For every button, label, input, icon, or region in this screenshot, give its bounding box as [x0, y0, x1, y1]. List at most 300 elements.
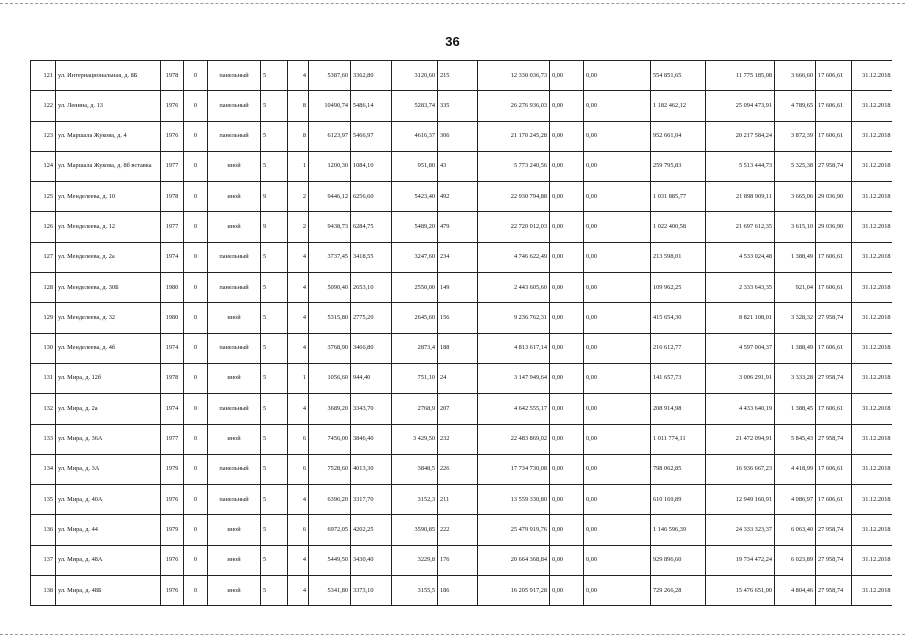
scan-edge-top — [0, 3, 905, 4]
table-row — [31, 454, 893, 484]
cell-row-number: 123 — [31, 121, 56, 151]
cell-cost-budget: 0,00 — [584, 61, 651, 91]
cell-residential-area: 2768,9 — [392, 394, 438, 424]
cell-max-unit-cost: 29 036,90 — [816, 212, 852, 242]
cell-unit-cost: 6 023,89 — [775, 545, 816, 575]
cell-residents: 306 — [438, 121, 478, 151]
cell-address: ул. Менделеева, д. 12 — [56, 212, 161, 242]
cell-cost-owners-share: 1 146 596,39 — [651, 515, 706, 545]
cell-total-area: 5449,50 — [309, 545, 351, 575]
cell-entrances: 6 — [288, 515, 309, 545]
cell-deadline: 31.12.2018 — [852, 91, 893, 121]
cell-residential-area: 5489,20 — [392, 212, 438, 242]
cell-unit-cost: 4 789,65 — [775, 91, 816, 121]
cell-cost-owners-share: 952 661,04 — [651, 121, 706, 151]
cell-floors: 5 — [261, 424, 288, 454]
cell-cost-fund: 0,00 — [550, 273, 584, 303]
cell-wall-material: панельный — [208, 242, 261, 272]
cell-wall-material: иной — [208, 151, 261, 181]
table-row — [31, 151, 893, 181]
cell-total-area: 5341,80 — [309, 576, 351, 606]
cell-entrances: 4 — [288, 485, 309, 515]
cell-cost-other: 8 821 108,01 — [706, 303, 775, 333]
cell-address: ул. Мира, д. 48А — [56, 545, 161, 575]
cell-cost-owners-share: 1 011 774,11 — [651, 424, 706, 454]
cell-cost-fund: 0,00 — [550, 242, 584, 272]
cell-deadline: 31.12.2018 — [852, 576, 893, 606]
cell-max-unit-cost: 17 606,61 — [816, 454, 852, 484]
cell-unit-cost: 3 872,39 — [775, 121, 816, 151]
cell-cost-other: 24 333 323,37 — [706, 515, 775, 545]
cell-address: ул. Маршала Жукова, д. 4 — [56, 121, 161, 151]
cell-cost-budget: 0,00 — [584, 121, 651, 151]
cell-unit-cost: 4 804,46 — [775, 576, 816, 606]
cell-floors: 5 — [261, 485, 288, 515]
table-row — [31, 576, 893, 606]
cell-residents: 156 — [438, 303, 478, 333]
cell-total-area: 3737,45 — [309, 242, 351, 272]
cell-total-area: 10490,74 — [309, 91, 351, 121]
cell-cost-fund: 0,00 — [550, 485, 584, 515]
cell-wall-material: иной — [208, 212, 261, 242]
table-row — [31, 182, 893, 212]
cell-floors: 5 — [261, 454, 288, 484]
cell-total-area: 5315,80 — [309, 303, 351, 333]
cell-residential-area: 5423,40 — [392, 182, 438, 212]
cell-entrances: 4 — [288, 303, 309, 333]
cell-max-unit-cost: 27 958,74 — [816, 515, 852, 545]
cell-cost-budget: 0,00 — [584, 182, 651, 212]
cell-floors: 5 — [261, 242, 288, 272]
cell-cost-fund: 0,00 — [550, 333, 584, 363]
table-row — [31, 61, 893, 91]
cell-max-unit-cost: 27 958,74 — [816, 151, 852, 181]
cell-deadline: 31.12.2018 — [852, 454, 893, 484]
cell-floors: 5 — [261, 91, 288, 121]
cell-living-area: 3418,55 — [351, 242, 392, 272]
cell-deadline: 31.12.2018 — [852, 273, 893, 303]
cell-total-area: 6123,97 — [309, 121, 351, 151]
cell-cost-owners-share: 1 022 400,58 — [651, 212, 706, 242]
cell-floors: 5 — [261, 515, 288, 545]
table-container — [30, 60, 892, 606]
cell-cost-budget: 0,00 — [584, 273, 651, 303]
cell-max-unit-cost: 17 606,61 — [816, 273, 852, 303]
cell-year-built: 1979 — [161, 454, 184, 484]
cell-residential-area: 2550,00 — [392, 273, 438, 303]
cell-residents: 186 — [438, 576, 478, 606]
cell-max-unit-cost: 29 036,90 — [816, 182, 852, 212]
cell-cost-other: 3 006 291,91 — [706, 363, 775, 393]
cell-max-unit-cost: 27 958,74 — [816, 576, 852, 606]
cell-row-number: 127 — [31, 242, 56, 272]
cell-year-built: 1976 — [161, 545, 184, 575]
cell-total-cost: 2 443 605,60 — [478, 273, 550, 303]
table-body — [31, 61, 893, 606]
cell-year-reconstructed: 0 — [184, 121, 208, 151]
cell-address: ул. Менделеева, д. 30Б — [56, 273, 161, 303]
cell-wall-material: панельный — [208, 61, 261, 91]
cell-floors: 5 — [261, 303, 288, 333]
cell-unit-cost: 3 333,28 — [775, 363, 816, 393]
table-row — [31, 545, 893, 575]
cell-year-reconstructed: 0 — [184, 333, 208, 363]
cell-deadline: 31.12.2018 — [852, 212, 893, 242]
cell-residents: 188 — [438, 333, 478, 363]
cell-max-unit-cost: 27 958,74 — [816, 303, 852, 333]
cell-cost-other: 4 533 024,48 — [706, 242, 775, 272]
cell-entrances: 6 — [288, 424, 309, 454]
cell-floors: 5 — [261, 394, 288, 424]
cell-living-area: 6284,75 — [351, 212, 392, 242]
cell-residential-area: 4616,37 — [392, 121, 438, 151]
cell-floors: 5 — [261, 61, 288, 91]
cell-deadline: 31.12.2018 — [852, 515, 893, 545]
cell-total-cost: 20 664 368,84 — [478, 545, 550, 575]
cell-entrances: 4 — [288, 61, 309, 91]
cell-address: ул. Менделеева, д. 10 — [56, 182, 161, 212]
cell-deadline: 31.12.2018 — [852, 182, 893, 212]
cell-entrances: 8 — [288, 121, 309, 151]
cell-address: ул. Мира, д. 3А — [56, 454, 161, 484]
cell-total-area: 9438,73 — [309, 212, 351, 242]
cell-year-reconstructed: 0 — [184, 303, 208, 333]
cell-residential-area: 3848,5 — [392, 454, 438, 484]
cell-living-area: 4013,30 — [351, 454, 392, 484]
cell-entrances: 8 — [288, 91, 309, 121]
cell-year-built: 1974 — [161, 394, 184, 424]
cell-floors: 5 — [261, 151, 288, 181]
cell-floors: 5 — [261, 333, 288, 363]
cell-row-number: 136 — [31, 515, 56, 545]
cell-wall-material: иной — [208, 363, 261, 393]
cell-cost-budget: 0,00 — [584, 515, 651, 545]
cell-unit-cost: 1 388,45 — [775, 394, 816, 424]
cell-residents: 43 — [438, 151, 478, 181]
cell-address: ул. Мира, д. 40А — [56, 485, 161, 515]
cell-cost-fund: 0,00 — [550, 212, 584, 242]
table-row — [31, 91, 893, 121]
cell-cost-fund: 0,00 — [550, 576, 584, 606]
cell-living-area: 3430,40 — [351, 545, 392, 575]
cell-max-unit-cost: 17 606,61 — [816, 121, 852, 151]
cell-residents: 24 — [438, 363, 478, 393]
cell-total-area: 3689,20 — [309, 394, 351, 424]
cell-residential-area: 3590,85 — [392, 515, 438, 545]
cell-unit-cost: 3 615,10 — [775, 212, 816, 242]
cell-unit-cost: 921,04 — [775, 273, 816, 303]
cell-entrances: 2 — [288, 182, 309, 212]
cell-cost-budget: 0,00 — [584, 424, 651, 454]
cell-floors: 5 — [261, 121, 288, 151]
table-row — [31, 424, 893, 454]
table-row — [31, 363, 893, 393]
cell-residents: 149 — [438, 273, 478, 303]
cell-max-unit-cost: 17 606,61 — [816, 333, 852, 363]
cell-living-area: 3846,40 — [351, 424, 392, 454]
cell-cost-owners-share: 554 851,65 — [651, 61, 706, 91]
cell-wall-material: панельный — [208, 394, 261, 424]
cell-wall-material: иной — [208, 515, 261, 545]
cell-row-number: 129 — [31, 303, 56, 333]
cell-year-built: 1978 — [161, 61, 184, 91]
cell-wall-material: панельный — [208, 485, 261, 515]
cell-floors: 5 — [261, 363, 288, 393]
cell-total-cost: 22 930 794,88 — [478, 182, 550, 212]
cell-deadline: 31.12.2018 — [852, 333, 893, 363]
table-row — [31, 303, 893, 333]
cell-total-cost: 13 559 330,80 — [478, 485, 550, 515]
table-row — [31, 212, 893, 242]
cell-cost-budget: 0,00 — [584, 485, 651, 515]
cell-residents: 207 — [438, 394, 478, 424]
cell-cost-owners-share: 259 795,83 — [651, 151, 706, 181]
cell-year-built: 1979 — [161, 515, 184, 545]
cell-residential-area: 3120,60 — [392, 61, 438, 91]
cell-year-reconstructed: 0 — [184, 424, 208, 454]
cell-living-area: 5466,97 — [351, 121, 392, 151]
cell-max-unit-cost: 17 606,61 — [816, 91, 852, 121]
cell-cost-other: 12 949 160,91 — [706, 485, 775, 515]
cell-residents: 335 — [438, 91, 478, 121]
cell-year-built: 1977 — [161, 212, 184, 242]
cell-floors: 5 — [261, 576, 288, 606]
cell-entrances: 6 — [288, 454, 309, 484]
cell-row-number: 132 — [31, 394, 56, 424]
cell-cost-other: 21 898 909,11 — [706, 182, 775, 212]
cell-total-cost: 4 813 617,14 — [478, 333, 550, 363]
cell-cost-fund: 0,00 — [550, 454, 584, 484]
cell-wall-material: панельный — [208, 91, 261, 121]
cell-living-area: 3466,80 — [351, 333, 392, 363]
cell-entrances: 1 — [288, 363, 309, 393]
cell-deadline: 31.12.2018 — [852, 242, 893, 272]
cell-year-built: 1980 — [161, 273, 184, 303]
cell-address: ул. Мира, д. 36А — [56, 424, 161, 454]
cell-cost-owners-share: 141 657,73 — [651, 363, 706, 393]
cell-residential-area: 3229,8 — [392, 545, 438, 575]
cell-total-area: 7528,60 — [309, 454, 351, 484]
cell-row-number: 128 — [31, 273, 56, 303]
cell-cost-owners-share: 109 962,25 — [651, 273, 706, 303]
cell-max-unit-cost: 17 606,61 — [816, 394, 852, 424]
cell-floors: 9 — [261, 182, 288, 212]
cell-address: ул. Мира, д. 12б — [56, 363, 161, 393]
cell-total-area: 1200,30 — [309, 151, 351, 181]
cell-total-cost: 16 205 917,28 — [478, 576, 550, 606]
cell-year-built: 1980 — [161, 303, 184, 333]
cell-year-built: 1976 — [161, 121, 184, 151]
cell-total-area: 5387,60 — [309, 61, 351, 91]
cell-year-reconstructed: 0 — [184, 273, 208, 303]
cell-max-unit-cost: 17 606,61 — [816, 485, 852, 515]
cell-address: ул. Интернациональная, д. 8Б — [56, 61, 161, 91]
cell-deadline: 31.12.2018 — [852, 61, 893, 91]
cell-residents: 226 — [438, 454, 478, 484]
cell-cost-other: 4 597 004,37 — [706, 333, 775, 363]
cell-year-built: 1974 — [161, 333, 184, 363]
cell-unit-cost: 1 388,49 — [775, 242, 816, 272]
cell-year-built: 1976 — [161, 485, 184, 515]
cell-residential-area: 3247,60 — [392, 242, 438, 272]
cell-wall-material: иной — [208, 545, 261, 575]
cell-max-unit-cost: 27 958,74 — [816, 545, 852, 575]
table-row — [31, 485, 893, 515]
cell-deadline: 31.12.2018 — [852, 151, 893, 181]
cell-residential-area: 3 429,50 — [392, 424, 438, 454]
cell-residents: 234 — [438, 242, 478, 272]
cell-cost-other: 20 217 584,24 — [706, 121, 775, 151]
cell-residential-area: 3152,3 — [392, 485, 438, 515]
cell-cost-other: 5 513 444,73 — [706, 151, 775, 181]
cell-year-reconstructed: 0 — [184, 242, 208, 272]
cell-max-unit-cost: 17 606,61 — [816, 61, 852, 91]
cell-living-area: 6256,60 — [351, 182, 392, 212]
cell-floors: 5 — [261, 545, 288, 575]
cell-max-unit-cost: 17 606,61 — [816, 242, 852, 272]
cell-total-area: 5090,40 — [309, 273, 351, 303]
cell-cost-other: 19 734 472,24 — [706, 545, 775, 575]
cell-unit-cost: 3 328,32 — [775, 303, 816, 333]
cell-cost-owners-share: 929 896,60 — [651, 545, 706, 575]
cell-row-number: 130 — [31, 333, 56, 363]
cell-wall-material: иной — [208, 576, 261, 606]
cell-cost-owners-share: 610 169,89 — [651, 485, 706, 515]
cell-cost-other: 21 472 094,91 — [706, 424, 775, 454]
cell-cost-budget: 0,00 — [584, 576, 651, 606]
cell-cost-other: 25 094 473,91 — [706, 91, 775, 121]
cell-living-area: 944,40 — [351, 363, 392, 393]
cell-row-number: 133 — [31, 424, 56, 454]
cell-address: ул. Ленина, д. 13 — [56, 91, 161, 121]
cell-year-reconstructed: 0 — [184, 182, 208, 212]
cell-row-number: 122 — [31, 91, 56, 121]
cell-entrances: 4 — [288, 242, 309, 272]
cell-year-reconstructed: 0 — [184, 545, 208, 575]
cell-year-built: 1978 — [161, 182, 184, 212]
cell-floors: 9 — [261, 212, 288, 242]
cell-total-cost: 25 479 919,76 — [478, 515, 550, 545]
cell-address: ул. Мира, д. 48Б — [56, 576, 161, 606]
cell-cost-fund: 0,00 — [550, 545, 584, 575]
cell-total-cost: 9 236 762,31 — [478, 303, 550, 333]
cell-wall-material: панельный — [208, 273, 261, 303]
cell-year-reconstructed: 0 — [184, 61, 208, 91]
cell-year-built: 1977 — [161, 151, 184, 181]
cell-wall-material: панельный — [208, 333, 261, 363]
cell-deadline: 31.12.2018 — [852, 424, 893, 454]
cell-entrances: 4 — [288, 576, 309, 606]
cell-living-area: 4202,25 — [351, 515, 392, 545]
table-row — [31, 333, 893, 363]
cell-cost-owners-share: 415 654,30 — [651, 303, 706, 333]
cell-total-area: 6396,20 — [309, 485, 351, 515]
cell-cost-owners-share: 1 031 885,77 — [651, 182, 706, 212]
cell-year-built: 1977 — [161, 424, 184, 454]
cell-row-number: 137 — [31, 545, 56, 575]
cell-deadline: 31.12.2018 — [852, 485, 893, 515]
cell-year-built: 1974 — [161, 242, 184, 272]
cell-cost-budget: 0,00 — [584, 394, 651, 424]
cell-cost-owners-share: 213 598,01 — [651, 242, 706, 272]
cell-row-number: 124 — [31, 151, 56, 181]
cell-residents: 479 — [438, 212, 478, 242]
cell-residents: 232 — [438, 424, 478, 454]
cell-residential-area: 3155,5 — [392, 576, 438, 606]
cell-row-number: 125 — [31, 182, 56, 212]
cell-total-area: 3768,90 — [309, 333, 351, 363]
cell-year-reconstructed: 0 — [184, 485, 208, 515]
cell-deadline: 31.12.2018 — [852, 121, 893, 151]
cell-cost-budget: 0,00 — [584, 242, 651, 272]
cell-address: ул. Мира, д. 2а — [56, 394, 161, 424]
cell-year-built: 1978 — [161, 363, 184, 393]
cell-residents: 492 — [438, 182, 478, 212]
cell-living-area: 3317,70 — [351, 485, 392, 515]
cell-cost-other: 15 476 651,00 — [706, 576, 775, 606]
cell-floors: 5 — [261, 273, 288, 303]
cell-entrances: 4 — [288, 545, 309, 575]
cell-total-area: 9446,12 — [309, 182, 351, 212]
cell-cost-fund: 0,00 — [550, 363, 584, 393]
cell-year-reconstructed: 0 — [184, 212, 208, 242]
cell-living-area: 3373,10 — [351, 576, 392, 606]
cell-cost-owners-share: 208 914,98 — [651, 394, 706, 424]
cell-address: ул. Мира, д. 44 — [56, 515, 161, 545]
cell-max-unit-cost: 27 958,74 — [816, 424, 852, 454]
cell-row-number: 135 — [31, 485, 56, 515]
cell-max-unit-cost: 27 958,74 — [816, 363, 852, 393]
cell-cost-owners-share: 1 182 462,12 — [651, 91, 706, 121]
cell-residents: 176 — [438, 545, 478, 575]
cell-residential-area: 751,10 — [392, 363, 438, 393]
cell-deadline: 31.12.2018 — [852, 363, 893, 393]
cell-entrances: 4 — [288, 273, 309, 303]
cell-row-number: 126 — [31, 212, 56, 242]
cell-cost-budget: 0,00 — [584, 333, 651, 363]
table-row — [31, 394, 893, 424]
cell-unit-cost: 4 418,99 — [775, 454, 816, 484]
cell-entrances: 4 — [288, 333, 309, 363]
cell-year-reconstructed: 0 — [184, 91, 208, 121]
cell-total-area: 7456,00 — [309, 424, 351, 454]
cell-address: ул. Менделеева, д. 2а — [56, 242, 161, 272]
table-row — [31, 242, 893, 272]
cell-unit-cost: 4 086,97 — [775, 485, 816, 515]
cell-row-number: 121 — [31, 61, 56, 91]
cell-total-cost: 4 642 555,17 — [478, 394, 550, 424]
cell-total-cost: 22 483 869,02 — [478, 424, 550, 454]
cell-cost-fund: 0,00 — [550, 121, 584, 151]
cell-unit-cost: 6 063,40 — [775, 515, 816, 545]
cell-cost-owners-share: 729 266,28 — [651, 576, 706, 606]
cell-entrances: 1 — [288, 151, 309, 181]
cell-cost-other: 11 775 185,08 — [706, 61, 775, 91]
cell-cost-fund: 0,00 — [550, 151, 584, 181]
cell-wall-material: иной — [208, 303, 261, 333]
cell-living-area: 1084,10 — [351, 151, 392, 181]
housing-table — [30, 60, 892, 606]
cell-cost-other: 4 433 640,19 — [706, 394, 775, 424]
cell-entrances: 4 — [288, 394, 309, 424]
cell-address: ул. Менделеева, д. 4б — [56, 333, 161, 363]
cell-cost-budget: 0,00 — [584, 545, 651, 575]
cell-row-number: 131 — [31, 363, 56, 393]
cell-wall-material: панельный — [208, 121, 261, 151]
cell-row-number: 134 — [31, 454, 56, 484]
cell-cost-other: 2 333 643,35 — [706, 273, 775, 303]
cell-total-area: 6972,05 — [309, 515, 351, 545]
